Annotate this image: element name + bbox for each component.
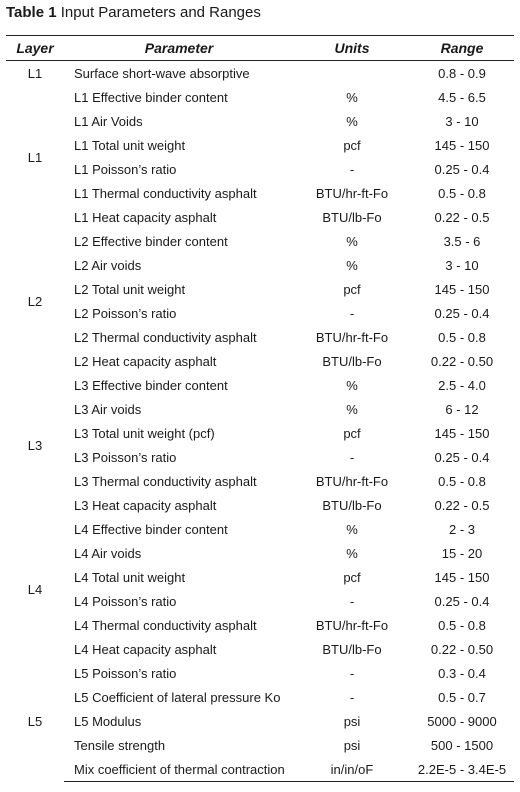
parameter-cell: L3 Poisson’s ratio [74, 449, 177, 465]
range-cell: 15 - 20 [441, 545, 483, 561]
parameter-cell: L4 Poisson’s ratio [74, 593, 177, 609]
parameter-cell: L4 Effective binder content [74, 521, 228, 537]
parameter-cell: L1 Heat capacity asphalt [74, 209, 217, 225]
units-cell: BTU/lb-Fo [322, 641, 382, 657]
layer-cell: L2 [27, 293, 43, 309]
range-cell: 2.2E-5 - 3.4E-5 [410, 757, 514, 782]
header-layer: Layer [6, 36, 64, 61]
parameter-cell: L1 Poisson’s ratio [74, 161, 177, 177]
header-row [6, 36, 514, 61]
table-row [6, 157, 514, 181]
range-cell: 145 - 150 [434, 281, 490, 297]
range-cell: 3 - 10 [445, 113, 479, 129]
units-cell: BTU/lb-Fo [322, 353, 382, 369]
parameter-cell: L2 Total unit weight [74, 281, 186, 297]
range-cell: 0.25 - 0.4 [434, 305, 490, 321]
range-cell: 0.3 - 0.4 [438, 665, 486, 681]
parameter-cell: L1 Thermal conductivity asphalt [74, 185, 257, 201]
parameter-cell: L3 Thermal conductivity asphalt [74, 473, 257, 489]
table-row [6, 373, 514, 397]
header-range: Range [410, 36, 514, 61]
table-row [6, 613, 514, 637]
parameter-cell: L3 Air voids [74, 401, 142, 417]
range-cell: 0.5 - 0.8 [438, 329, 486, 345]
units-cell: BTU/hr-ft-Fo [315, 185, 389, 201]
range-cell: 0.5 - 0.7 [438, 689, 486, 705]
units-cell: in/in/oF [294, 757, 410, 782]
parameter-cell: L3 Heat capacity asphalt [74, 497, 217, 513]
table-row [6, 205, 514, 229]
parameter-cell: Surface short-wave absorptive [74, 65, 250, 81]
units-cell: - [349, 689, 355, 705]
table-row [6, 253, 514, 277]
parameter-cell: L3 Effective binder content [74, 377, 228, 393]
units-cell: % [346, 377, 358, 393]
parameter-cell: Mix coefficient of thermal contraction [64, 757, 294, 782]
parameter-cell: L1 Total unit weight [74, 137, 186, 153]
table-row [6, 325, 514, 349]
layer-cell: L1 [27, 149, 43, 165]
range-cell: 145 - 150 [434, 137, 490, 153]
range-cell: 145 - 150 [434, 425, 490, 441]
parameter-cell: L1 Air Voids [74, 113, 143, 129]
range-cell: 5000 - 9000 [427, 713, 497, 729]
parameter-cell: L3 Total unit weight (pcf) [74, 425, 215, 441]
table-number: Table 1 [6, 4, 57, 21]
units-cell: - [349, 305, 355, 321]
table-caption [6, 4, 261, 21]
parameter-cell: Tensile strength [74, 737, 166, 753]
parameter-cell: L5 Modulus [74, 713, 142, 729]
parameter-cell: L2 Thermal conductivity asphalt [74, 329, 257, 345]
units-cell: BTU/lb-Fo [322, 209, 382, 225]
units-cell: pcf [343, 137, 361, 153]
range-cell: 3 - 10 [445, 257, 479, 273]
table-row [6, 181, 514, 205]
table-row [6, 85, 514, 109]
units-cell: psi [343, 737, 361, 753]
table-row [6, 589, 514, 613]
parameter-cell: L5 Poisson’s ratio [74, 665, 177, 681]
table-row [6, 757, 514, 782]
table-row [6, 469, 514, 493]
parameter-cell: L5 Coefficient of lateral pressure Ko [74, 689, 281, 705]
table-row [6, 229, 514, 253]
range-cell: 6 - 12 [445, 401, 479, 417]
units-cell: psi [343, 713, 361, 729]
parameter-cell: L2 Air voids [74, 257, 142, 273]
units-cell: % [346, 521, 358, 537]
units-cell: % [346, 257, 358, 273]
table-row [6, 109, 514, 133]
parameter-cell: L1 Effective binder content [74, 89, 228, 105]
range-cell: 0.25 - 0.4 [434, 593, 490, 609]
units-cell: BTU/hr-ft-Fo [315, 617, 389, 633]
units-cell: - [349, 665, 355, 681]
units-cell: - [349, 593, 355, 609]
table-row [6, 421, 514, 445]
parameter-cell: L2 Heat capacity asphalt [74, 353, 217, 369]
range-cell: 0.22 - 0.50 [430, 353, 494, 369]
units-cell: BTU/hr-ft-Fo [315, 473, 389, 489]
units-cell: % [346, 233, 358, 249]
parameter-cell: L2 Poisson’s ratio [74, 305, 177, 321]
range-cell: 0.5 - 0.8 [438, 185, 486, 201]
header-units: Units [294, 36, 410, 61]
layer-cell: L5 [27, 713, 43, 729]
parameter-cell: L4 Thermal conductivity asphalt [74, 617, 257, 633]
table-row [6, 445, 514, 469]
range-cell: 2.5 - 4.0 [438, 377, 486, 393]
layer-cell: L4 [27, 581, 43, 597]
table-row [6, 541, 514, 565]
table-row [6, 133, 514, 157]
range-cell: 0.22 - 0.50 [430, 641, 494, 657]
table-row [6, 349, 514, 373]
table-row [6, 517, 514, 541]
units-cell: pcf [343, 569, 361, 585]
table-row [6, 397, 514, 421]
units-cell [294, 61, 410, 86]
units-cell: pcf [343, 281, 361, 297]
table-row [6, 277, 514, 301]
range-cell: 0.5 - 0.8 [438, 617, 486, 633]
units-cell: % [346, 545, 358, 561]
table-row [6, 61, 514, 86]
units-cell: pcf [343, 425, 361, 441]
table-row [6, 733, 514, 757]
table-row [6, 301, 514, 325]
parameter-cell: L4 Total unit weight [74, 569, 186, 585]
range-cell: 2 - 3 [448, 521, 475, 537]
range-cell: 3.5 - 6 [443, 233, 481, 249]
table-row [6, 493, 514, 517]
parameters-table [6, 35, 514, 782]
table-row [6, 661, 514, 685]
layer-cell: L3 [27, 437, 43, 453]
layer-cell: L1 [27, 65, 43, 81]
range-cell: 4.5 - 6.5 [438, 89, 486, 105]
units-cell: BTU/hr-ft-Fo [315, 329, 389, 345]
parameter-cell: L4 Air voids [74, 545, 142, 561]
units-cell: - [349, 449, 355, 465]
table-body [6, 61, 514, 782]
range-cell: 145 - 150 [434, 569, 490, 585]
range-cell: 0.5 - 0.8 [438, 473, 486, 489]
table-title: Input Parameters and Ranges [60, 4, 261, 21]
table-row [6, 565, 514, 589]
range-cell: 0.25 - 0.4 [434, 161, 490, 177]
parameter-cell: L4 Heat capacity asphalt [74, 641, 217, 657]
range-cell: 0.22 - 0.5 [434, 209, 490, 225]
range-cell: 0.25 - 0.4 [434, 449, 490, 465]
units-cell: % [346, 401, 358, 417]
range-cell: 0.8 - 0.9 [438, 65, 486, 81]
table-row [6, 637, 514, 661]
table-row [6, 709, 514, 733]
range-cell: 0.22 - 0.5 [434, 497, 490, 513]
header-parameter: Parameter [64, 36, 294, 61]
units-cell: % [346, 89, 358, 105]
units-cell: % [346, 113, 358, 129]
table-row [6, 685, 514, 709]
parameter-cell: L2 Effective binder content [74, 233, 228, 249]
range-cell: 500 - 1500 [430, 737, 494, 753]
units-cell: - [349, 161, 355, 177]
units-cell: BTU/lb-Fo [322, 497, 382, 513]
